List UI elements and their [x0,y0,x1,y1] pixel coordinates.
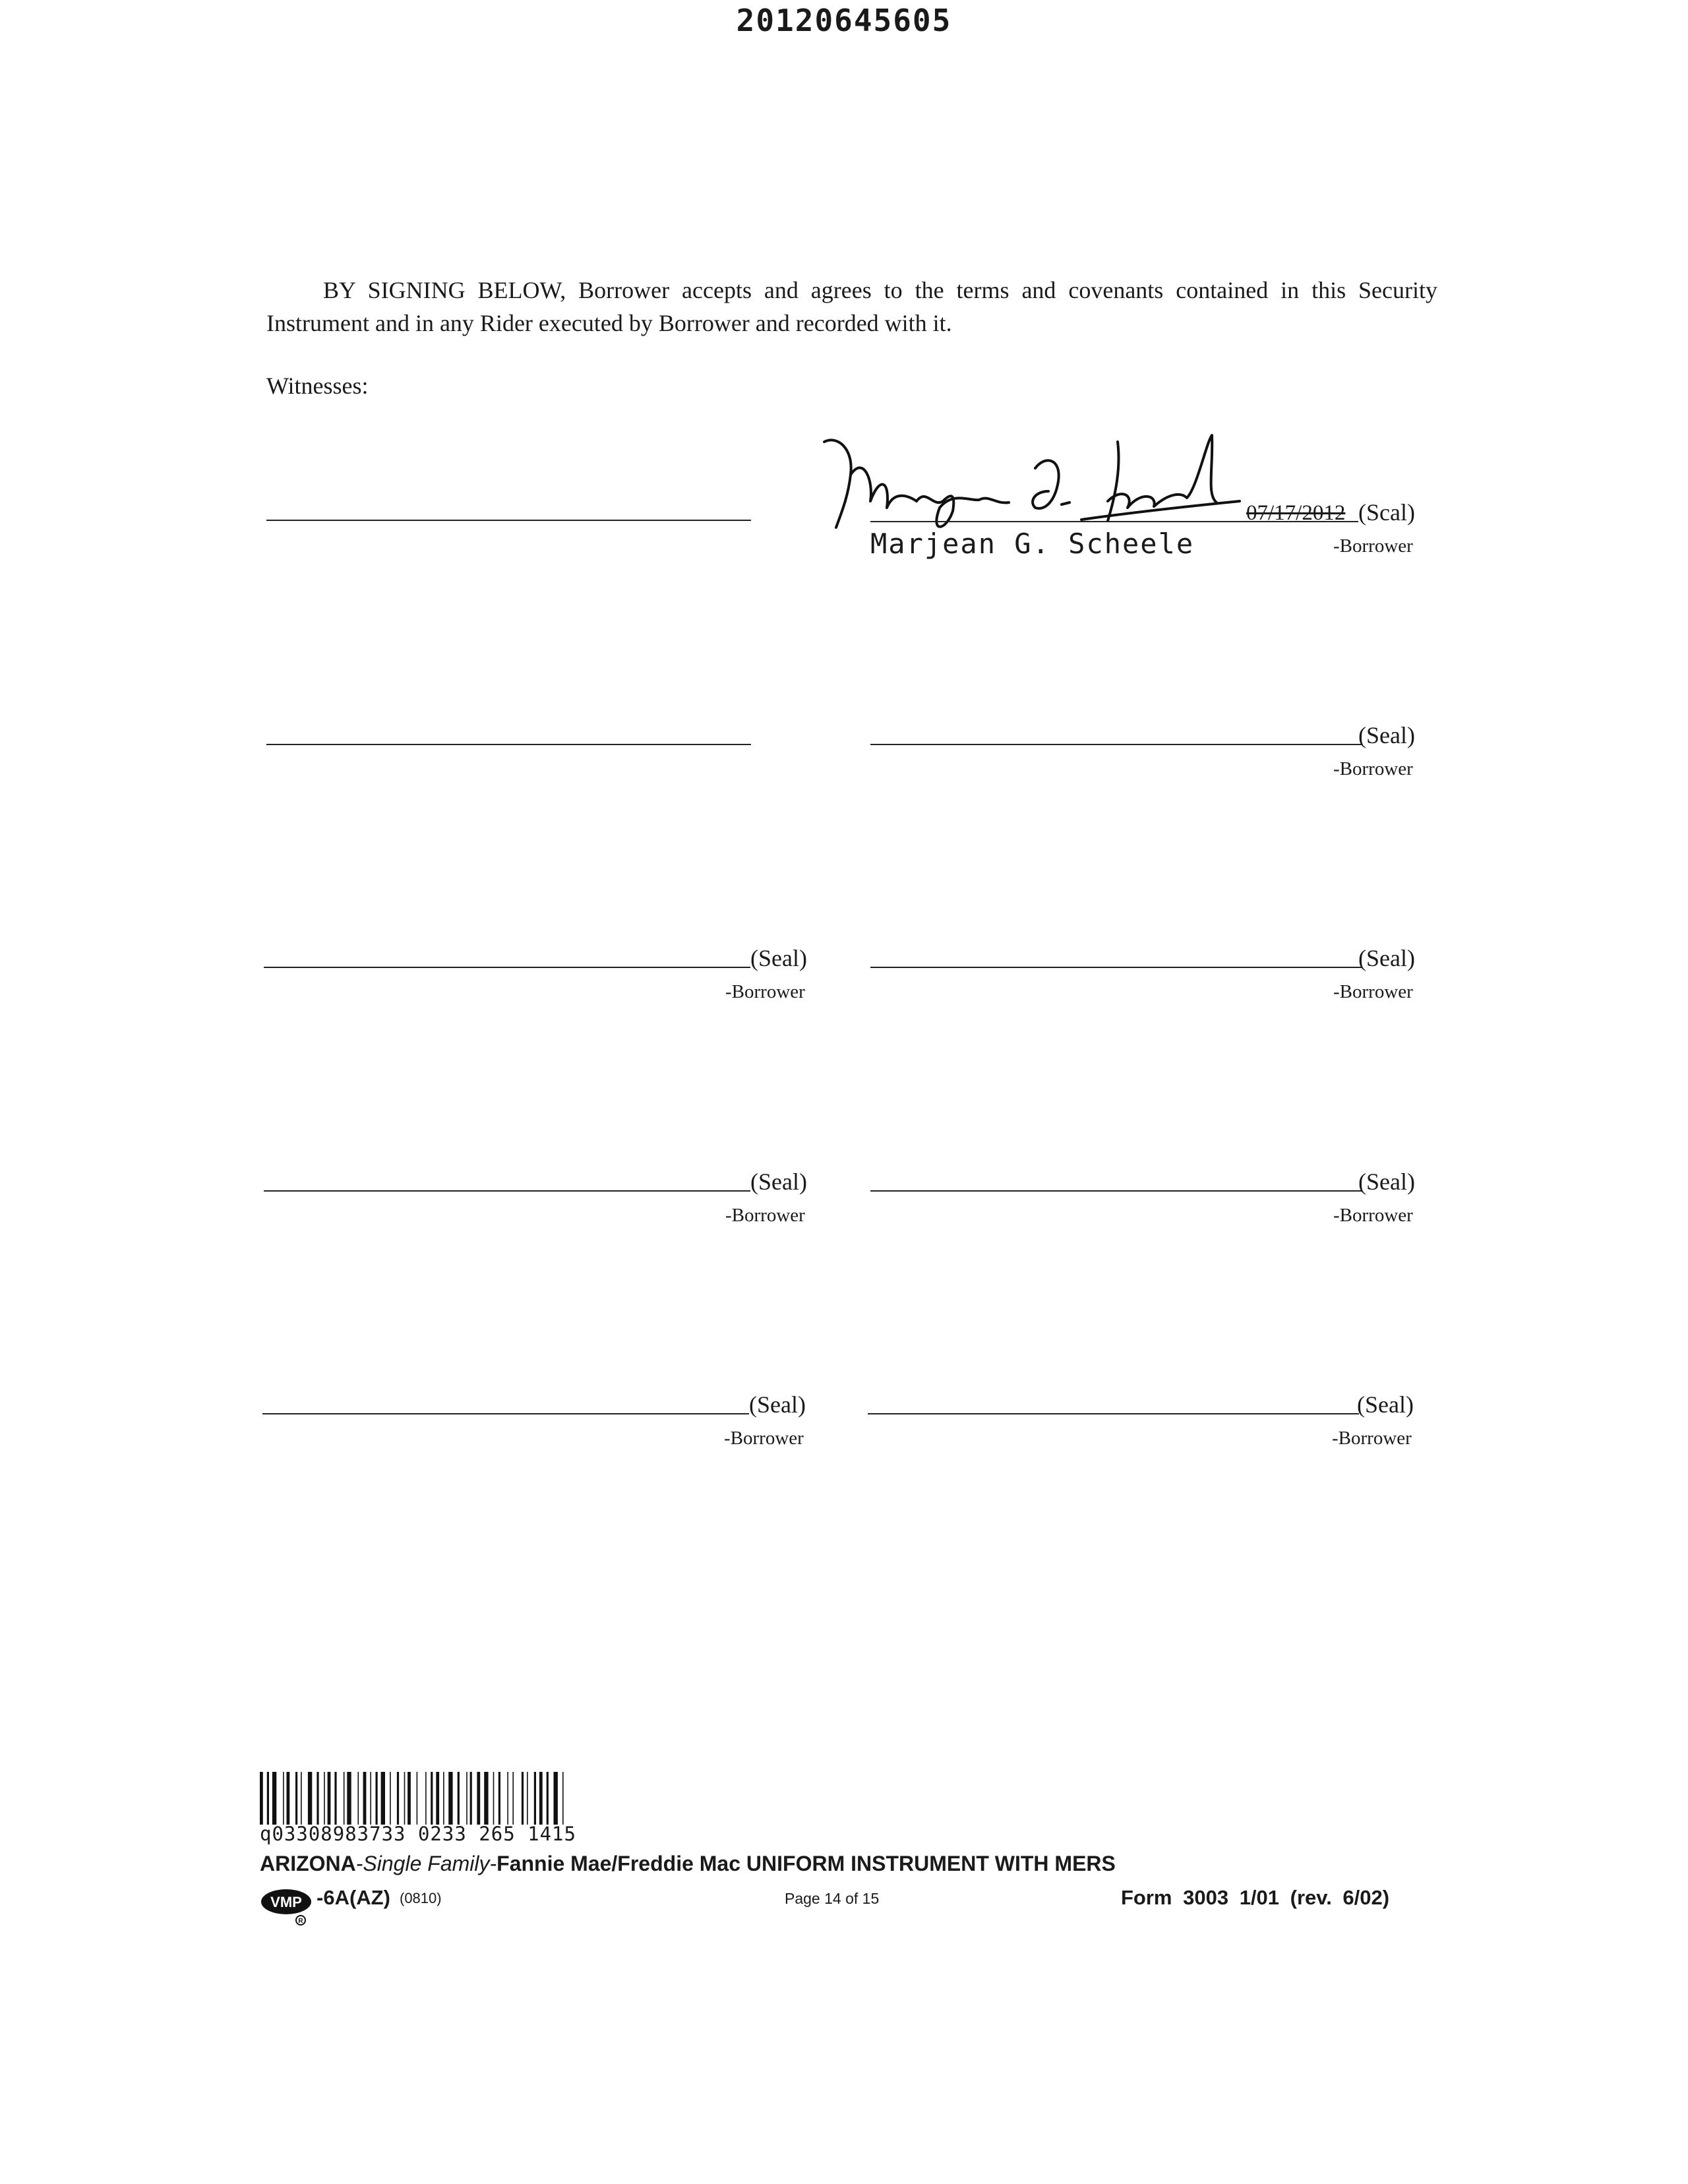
borrower-label: -Borrower [724,1428,804,1449]
borrower-line-7 [262,1413,749,1414]
seal-label: (Seal) [750,945,807,971]
form-code-version: (0810) [400,1890,442,1906]
borrower-label: -Borrower [1332,1428,1412,1449]
barcode-number: q03308983733 0233 265 1415 [260,1823,576,1845]
borrower-label: -Borrower [725,981,805,1002]
borrower-label: -Borrower [1333,1205,1413,1226]
seal-label: (Seal) [750,1168,807,1195]
svg-text:R: R [298,1918,303,1925]
borrower-line-6 [870,1190,1362,1192]
form-code: -6A(AZ) [316,1886,390,1909]
borrower-line-2 [870,744,1362,745]
borrower-label: -Borrower [1333,981,1413,1002]
seal-label: (Seal) [1357,1391,1414,1418]
vmp-logo-text: VMP [270,1894,302,1910]
signing-statement-text: BY SIGNING BELOW, Borrower accepts and agrees to the terms and covenants contained in this Security Instrument and in any Rider executed by Borrower and recorded with it. [266,277,1437,336]
borrower-line-3 [264,967,750,968]
seal-label: (Scal) [1358,499,1415,526]
borrower-typed-name: Marjean G. Scheele [870,528,1195,560]
form-id: Form 3003 1/01 (rev. 6/02) [1121,1886,1390,1909]
seal-label: (Seal) [1358,1168,1415,1195]
borrower-line-1 [870,521,1358,522]
signing-statement [266,274,1437,340]
borrower-label: -Borrower [725,1205,805,1226]
borrower-line-5 [264,1190,750,1192]
witness-line-1 [266,520,751,521]
handwritten-signature [818,429,1319,541]
borrower-label: -Borrower [1333,535,1413,557]
seal-label: (Seal) [1358,722,1415,748]
witness-line-2 [266,744,751,745]
form-instrument: UNIFORM INSTRUMENT WITH MERS [740,1852,1116,1875]
form-family: -Single Family- [355,1852,497,1875]
form-agency: Fannie Mae/Freddie Mac [497,1852,741,1875]
page-number: Page 14 of 15 [785,1890,880,1907]
borrower-label: -Borrower [1333,758,1413,779]
signature-date: 07/17/2012 [1246,501,1346,525]
seal-label: (Seal) [1358,945,1415,971]
form-title [260,1852,1116,1876]
form-state: ARIZONA [260,1852,356,1875]
barcode [260,1772,715,1825]
document-number: 20120645605 [736,3,952,38]
vmp-logo [260,1887,316,1927]
seal-label: (Seal) [749,1391,806,1418]
borrower-line-4 [870,967,1362,968]
borrower-line-8 [868,1413,1359,1414]
witnesses-label: Witnesses: [266,373,369,399]
